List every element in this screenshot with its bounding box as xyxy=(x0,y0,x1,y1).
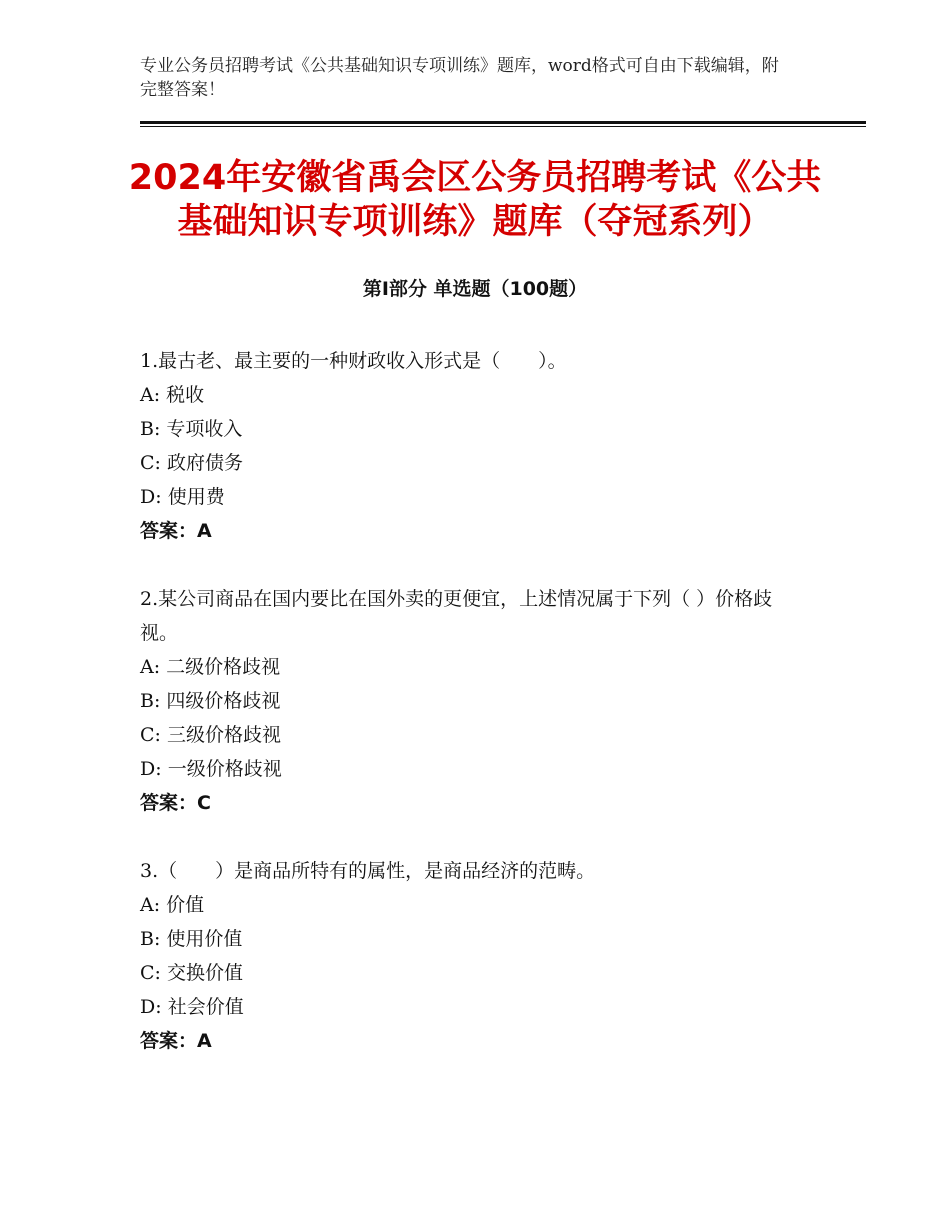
answer-line xyxy=(140,514,790,548)
option-a xyxy=(140,650,790,684)
option-key: A: xyxy=(140,894,161,916)
question-list xyxy=(140,344,790,1092)
option-key: C: xyxy=(140,724,161,746)
option-text: 社会价值 xyxy=(167,996,244,1018)
option-text: 价值 xyxy=(166,894,205,916)
option-d xyxy=(140,990,790,1024)
part-heading: 第Ⅰ部分 单选题（100题） xyxy=(362,278,588,300)
header-note: 专业公务员招聘考试《公共基础知识专项训练》题库，word格式可自由下载编辑，附完整答案！ xyxy=(140,56,779,100)
option-text: 政府债务 xyxy=(167,452,244,474)
answer-label: 答案： xyxy=(140,1030,198,1052)
answer-line xyxy=(140,1024,790,1058)
option-key: A: xyxy=(140,656,161,678)
option-text: 专项收入 xyxy=(166,418,243,440)
option-key: B: xyxy=(140,928,161,950)
answer-value: A xyxy=(197,520,212,542)
option-c xyxy=(140,718,790,752)
answer-label: 答案： xyxy=(140,520,198,542)
option-key: C: xyxy=(140,962,161,984)
option-text: 交换价值 xyxy=(167,962,244,984)
option-text: 税收 xyxy=(166,384,205,406)
header-divider xyxy=(140,121,866,127)
option-d xyxy=(140,480,790,514)
question-3 xyxy=(140,854,790,1058)
option-b xyxy=(140,922,790,956)
option-key: D: xyxy=(140,996,162,1018)
option-b xyxy=(140,684,790,718)
option-key: B: xyxy=(140,418,161,440)
option-a xyxy=(140,888,790,922)
answer-value: A xyxy=(197,1030,212,1052)
option-c xyxy=(140,446,790,480)
option-text: 使用价值 xyxy=(166,928,243,950)
option-d xyxy=(140,752,790,786)
answer-line xyxy=(140,786,790,820)
question-stem: 3.（ ）是商品所特有的属性，是商品经济的范畴。 xyxy=(140,860,596,882)
option-key: A: xyxy=(140,384,161,406)
document-title-line-2: 基础知识专项训练》题库（夺冠系列） xyxy=(177,202,773,242)
option-b xyxy=(140,412,790,446)
option-text: 二级价格歧视 xyxy=(166,656,281,678)
option-text: 三级价格歧视 xyxy=(167,724,282,746)
question-1 xyxy=(140,344,790,548)
question-stem: 2.某公司商品在国内要比在国外卖的更便宜，上述情况属于下列（ ）价格歧视。 xyxy=(140,588,773,644)
answer-label: 答案： xyxy=(140,792,198,814)
question-2 xyxy=(140,582,790,820)
option-text: 一级价格歧视 xyxy=(167,758,282,780)
divider-thick-line xyxy=(140,121,866,124)
answer-value: C xyxy=(197,792,211,814)
document-title-line-1: 2024年安徽省禹会区公务员招聘考试《公共 xyxy=(128,158,822,198)
option-key: D: xyxy=(140,758,162,780)
option-a xyxy=(140,378,790,412)
question-stem: 1.最古老、最主要的一种财政收入形式是（ ）。 xyxy=(140,350,567,372)
document-title xyxy=(110,156,840,244)
option-text: 使用费 xyxy=(167,486,225,508)
option-text: 四级价格歧视 xyxy=(166,690,281,712)
option-c xyxy=(140,956,790,990)
option-key: D: xyxy=(140,486,162,508)
option-key: B: xyxy=(140,690,161,712)
option-key: C: xyxy=(140,452,161,474)
divider-thin-line xyxy=(140,126,866,127)
